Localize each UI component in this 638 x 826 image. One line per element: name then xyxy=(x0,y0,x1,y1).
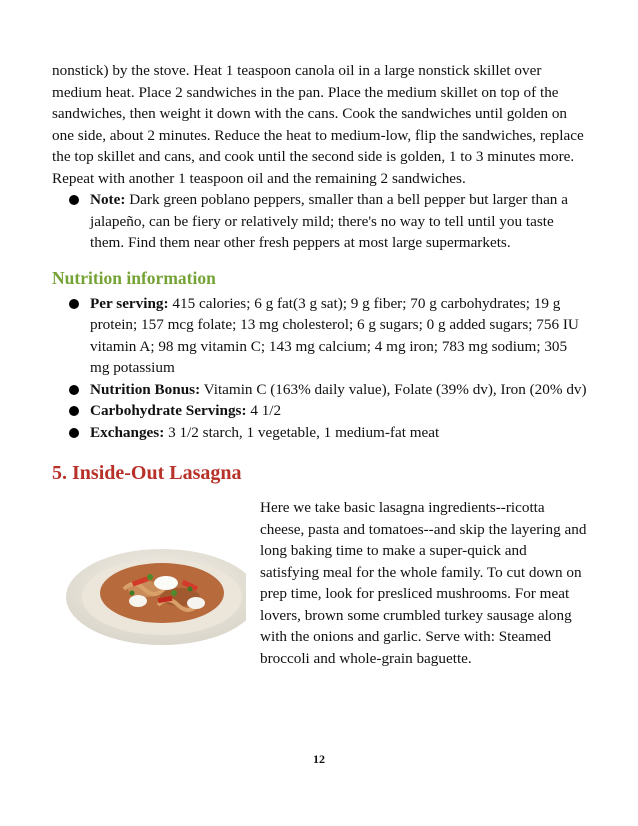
nutrition-label: Carbohydrate Servings: xyxy=(90,402,247,419)
bullet-dot-icon xyxy=(69,195,79,205)
recipe-block xyxy=(52,497,588,669)
nutrition-label: Per serving: xyxy=(90,294,169,312)
list-item xyxy=(52,422,588,444)
nutrition-label: Nutrition Bonus: xyxy=(90,380,201,398)
nutrition-text: 415 calories; 6 g fat(3 g sat); 9 g fiber; 70 g carbohydrates; 19 g protein; 157 mcg folate; 13 mg cholesterol; 6 g sugars; 0 g added sugars; 756 IU vitamin A; 98 mg vitamin C; 143 mg calcium; 4 mg iron; 783 mg sodium; 305 mg potassium xyxy=(90,294,579,376)
nutrition-text: Vitamin C (163% daily value), Folate (39% dv), Iron (20% dv) xyxy=(200,380,587,398)
bullet-dot-icon xyxy=(69,406,79,416)
bullet-dot-icon xyxy=(69,428,79,438)
recipe-description: Here we take basic lasagna ingredients--ricotta cheese, pasta and tomatoes--and skip the layering and long baking time to make a super-quick and satisfying meal for the whole family. To cut down on prep time, look for presliced mushrooms. For meat lovers, brown some crumbled turkey sausage along with the onions and garlic. Serve with: Steamed broccoli and whole-grain baguette. xyxy=(260,499,587,667)
list-item xyxy=(52,293,588,379)
note-label: Note: xyxy=(90,191,126,208)
list-item xyxy=(52,400,588,422)
nutrition-text: 4 1/2 xyxy=(246,402,282,419)
nutrition-list xyxy=(52,293,588,444)
nutrition-heading: Nutrition information xyxy=(52,267,216,288)
nutrition-label: Exchanges: xyxy=(90,423,165,441)
document-page xyxy=(52,60,588,669)
lasagna-photo xyxy=(62,497,246,647)
bullet-dot-icon xyxy=(69,299,79,309)
page-number: 12 xyxy=(313,752,325,766)
note-list xyxy=(52,189,588,254)
note-text: Dark green poblano peppers, smaller than a bell pepper but larger than a jalapeño, can be fiery or relatively mild; there's no way to tell until you taste them. Find them near other fresh peppers at most large supermarkets. xyxy=(90,191,568,251)
recipe-title: 5. Inside-Out Lasagna xyxy=(52,462,242,484)
nutrition-text: 3 1/2 starch, 1 vegetable, 1 medium-fat meat xyxy=(164,423,440,441)
list-item xyxy=(52,379,588,401)
intro-paragraph: nonstick) by the stove. Heat 1 teaspoon canola oil in a large nonstick skillet over medium heat. Place 2 sandwiches in the pan. Place the medium skillet on top of the sandwiches, then weight it down with the cans. Cook the sandwiches until golden on one side, about 2 minutes. Reduce the heat to medium-low, flip the sandwiches, replace the top skillet and cans, and cook until the second side is golden, 1 to 3 minutes more. Repeat with another 1 teaspoon oil and the remaining 2 sandwiches. xyxy=(52,62,584,187)
bullet-dot-icon xyxy=(69,385,79,395)
note-item xyxy=(52,189,588,254)
